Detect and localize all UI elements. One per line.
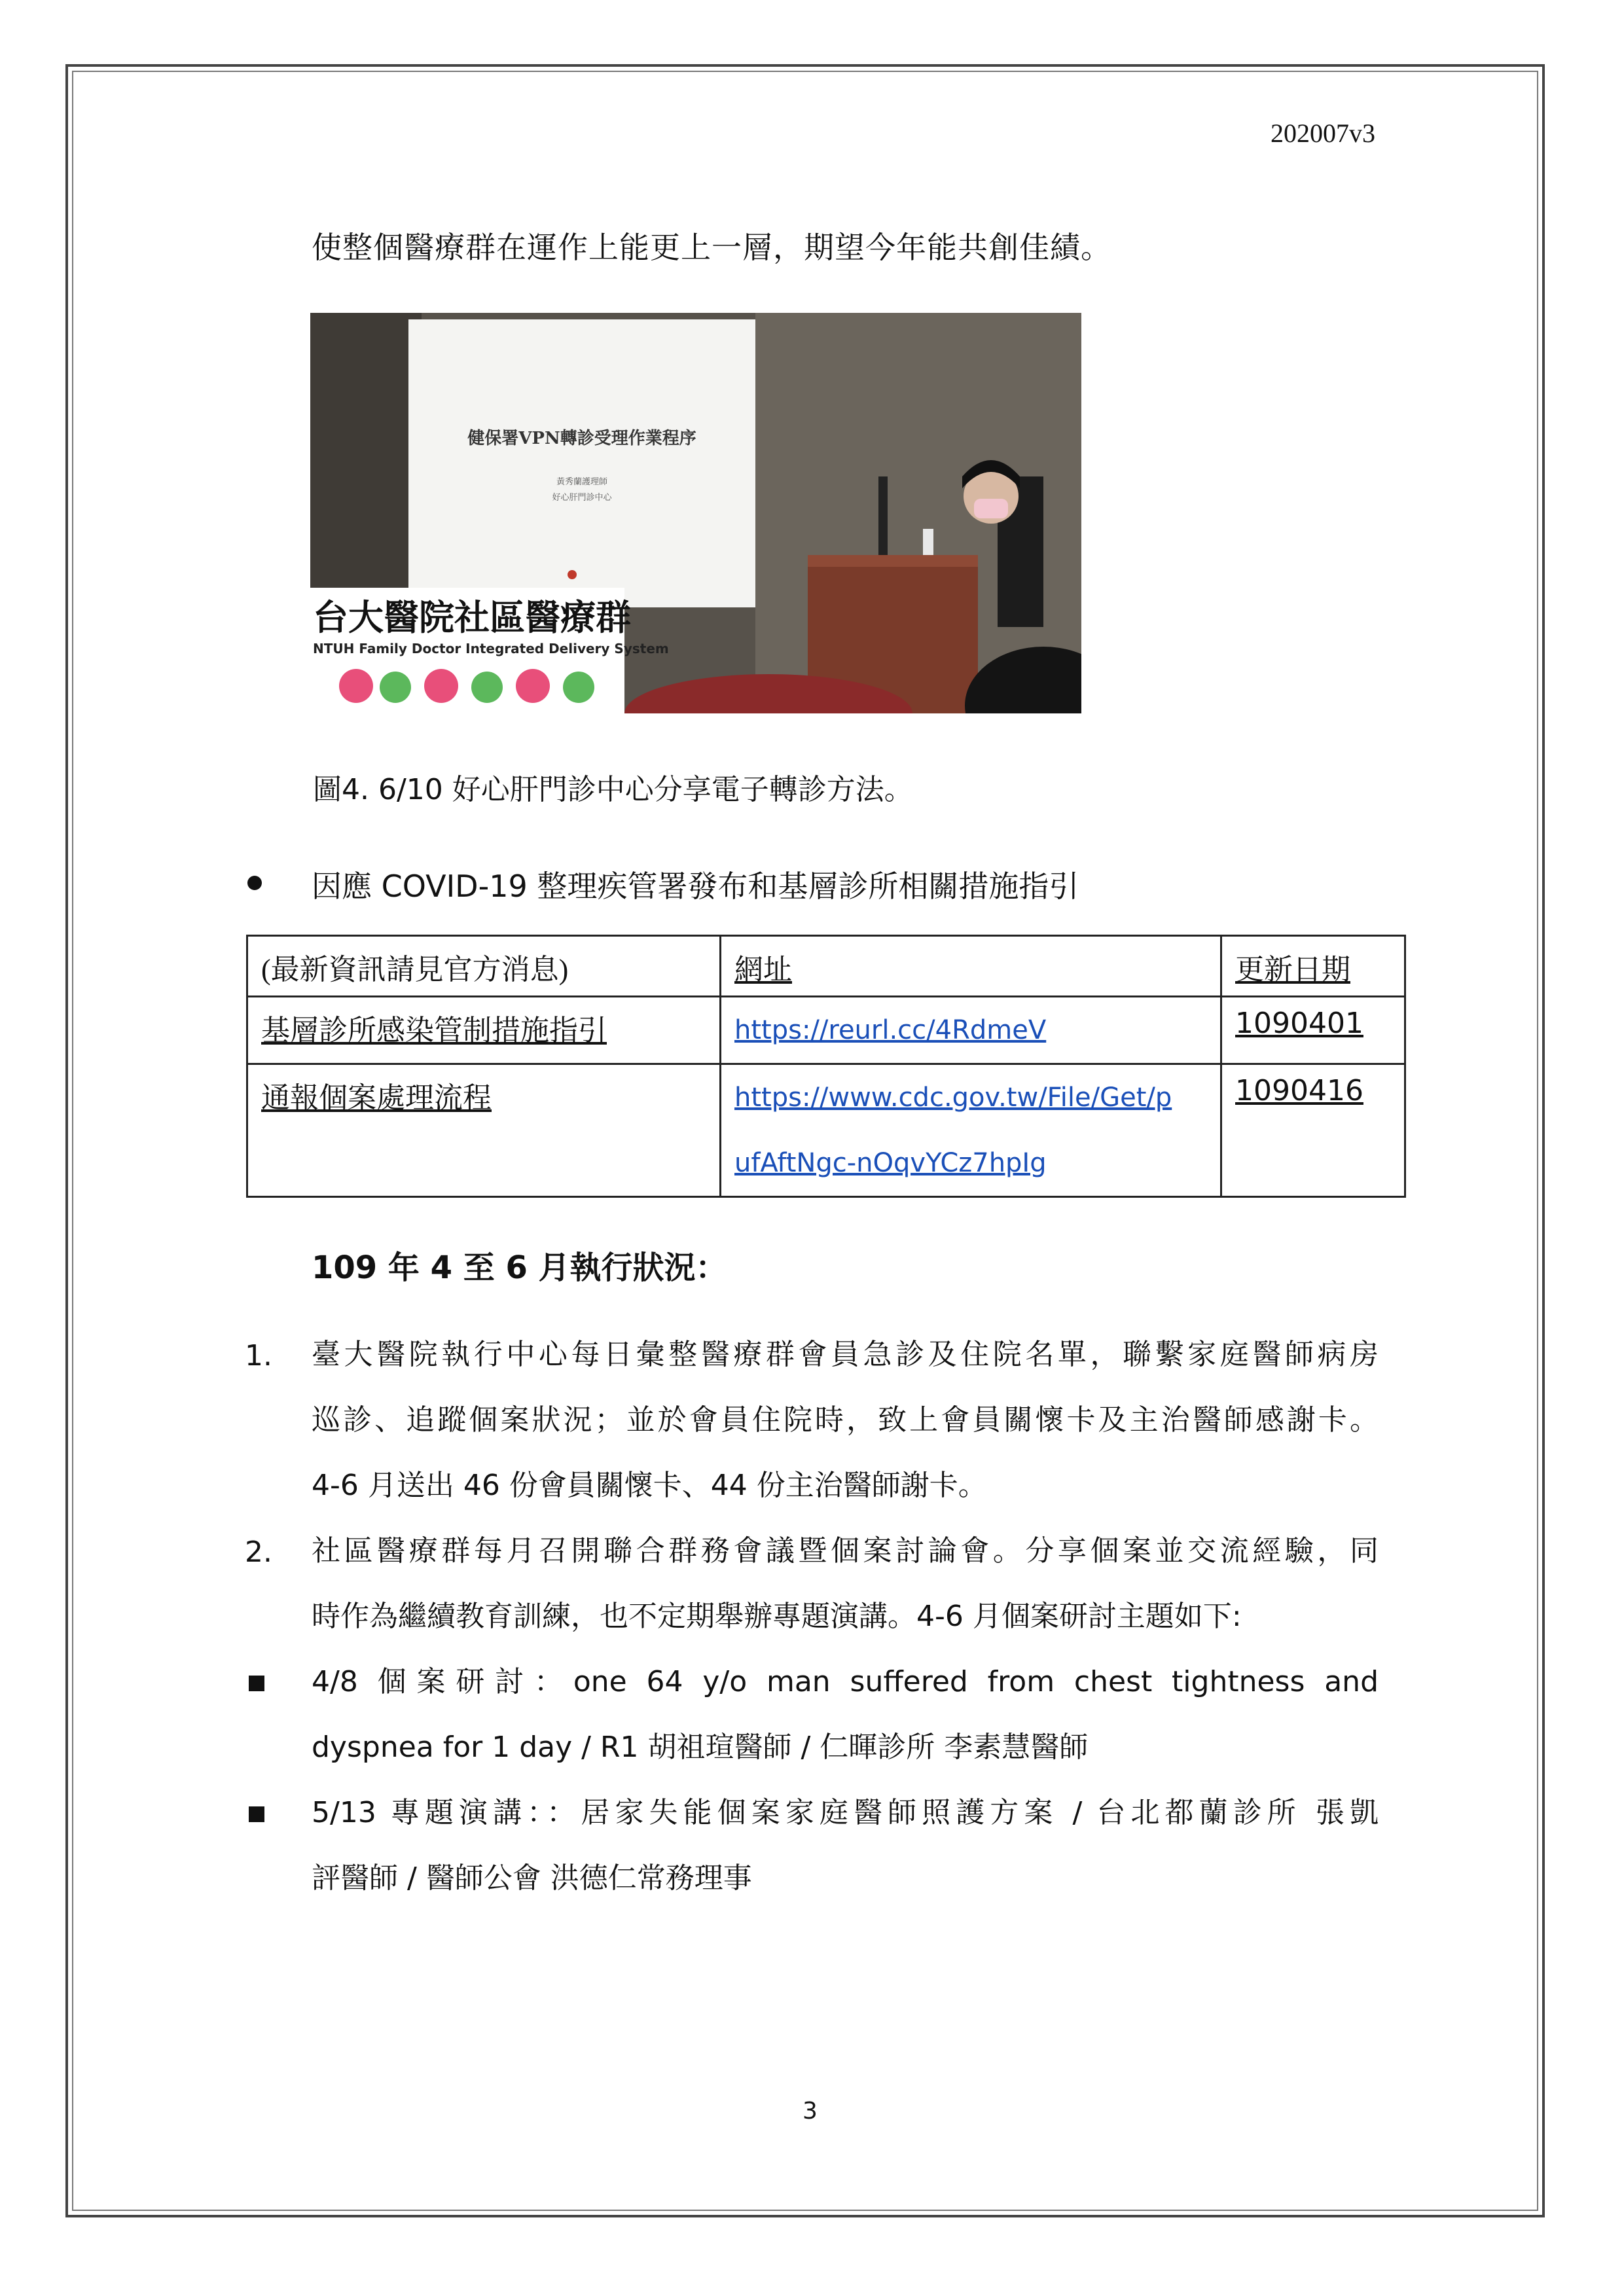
lecture-line: 評醫師 / 醫師公會 洪德仁常務理事 (312, 1861, 752, 1895)
figure-caption: 圖4. 6/10 好心肝門診中心分享電子轉診方法。 (313, 773, 913, 806)
bullet-dot (247, 876, 262, 890)
page-number: 3 (803, 2098, 818, 2125)
update-date: 1090416 (1235, 1074, 1363, 1107)
table-row (247, 1064, 1405, 1197)
slide-title: 健保署VPN轉診受理作業程序 (467, 429, 696, 448)
projection-screen (408, 319, 755, 607)
list-item-line: 4-6 月送出 46 份會員關懷卡、44 份主治醫師謝卡。 (312, 1469, 987, 1502)
intro-paragraph: 使整個醫療群在運作上能更上一層，期望今年能共創佳績。 (312, 230, 1111, 265)
lecture-line: 5/13 專題演講：：居家失能個案家庭醫師照護方案 / 台北都蘭診所 張凱 (312, 1796, 1379, 1829)
slide-subtitle-2: 好心肝門診中心 (552, 493, 612, 503)
event-photo (310, 313, 1081, 713)
guideline-name: 通報個案處理流程 (261, 1081, 492, 1115)
square-bullet (249, 1806, 264, 1822)
list-number: 2. (245, 1535, 272, 1569)
document-version: 202007v3 (1271, 118, 1375, 148)
list-number: 1. (245, 1339, 272, 1372)
list-item-line: 巡診、追蹤個案狀況；並於會員住院時，致上會員關懷卡及主治醫師感謝卡。 (312, 1403, 1379, 1437)
table-header-cell: 更新日期 (1235, 953, 1350, 986)
table-header-cell: 網址 (734, 953, 792, 986)
table-row (247, 997, 1405, 1064)
guideline-link[interactable]: https://reurl.cc/4RdmeV (734, 1015, 1047, 1045)
banner-title: 台大醫院社區醫療群 (313, 597, 631, 638)
slide-logo (568, 570, 577, 579)
microphone-stand (878, 476, 888, 555)
case-study-line: dyspnea for 1 day / R1 胡祖瑄醫師 / 仁暉診所 李素慧醫師 (312, 1731, 1089, 1764)
guideline-name: 基層診所感染管制措施指引 (261, 1014, 607, 1047)
table-header-row (247, 936, 1405, 997)
section-title: 109 年 4 至 6 月執行狀況： (312, 1249, 727, 1286)
guidelines-table (246, 935, 1406, 1198)
update-date: 1090401 (1235, 1007, 1363, 1040)
list-item-line: 臺大醫院執行中心每日彙整醫療群會員急診及住院名單，聯繫家庭醫師病房 (312, 1338, 1379, 1371)
slide-subtitle-1: 黃秀蘭護理師 (556, 477, 608, 487)
event-photo-illustration (310, 313, 1081, 713)
covid-guideline-bullet: 因應 COVID-19 整理疾管署發布和基層診所相關措施指引 (312, 869, 1079, 904)
square-bullet (249, 1676, 264, 1691)
face-mask (974, 499, 1008, 518)
table-header-cell: (最新資訊請見官方消息) (247, 936, 721, 997)
banner-subtitle: NTUH Family Doctor Integrated Delivery System (313, 641, 669, 656)
guideline-link[interactable]: https://www.cdc.gov.tw/File/Get/p (734, 1083, 1172, 1113)
case-study-line: 4/8 個案研討：one 64 y/o man suffered from chest tightness and (312, 1665, 1379, 1698)
guideline-link-continued[interactable]: ufAftNgc-nOqvYCz7hpIg (734, 1148, 1047, 1178)
list-item-line: 社區醫療群每月召開聯合群務會議暨個案討論會。分享個案並交流經驗，同 (312, 1534, 1379, 1568)
water-bottle (923, 529, 933, 555)
list-item-line: 時作為繼續教育訓練，也不定期舉辦專題演講。4-6 月個案研討主題如下: (312, 1600, 1242, 1633)
